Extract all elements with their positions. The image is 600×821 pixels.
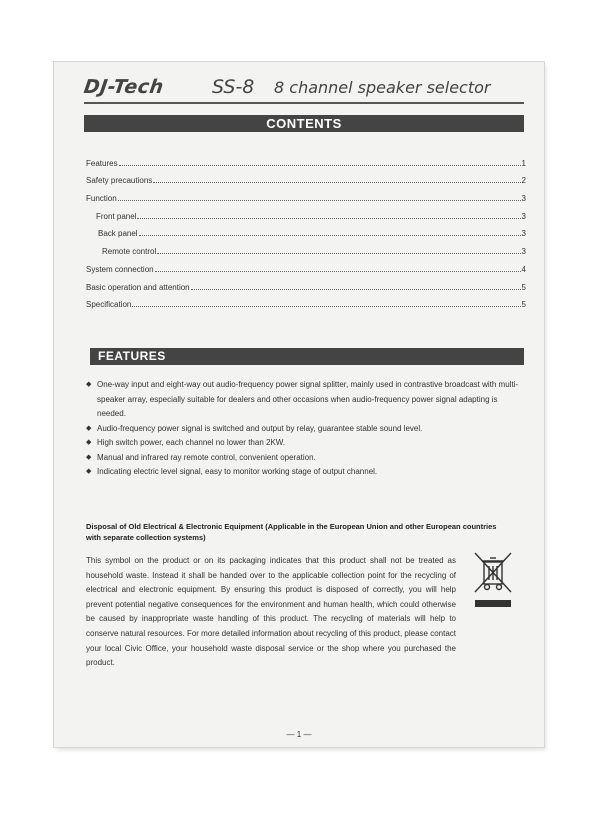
toc-entry bbox=[86, 150, 526, 168]
list-item bbox=[86, 422, 526, 437]
toc-entry bbox=[86, 203, 526, 221]
features-list bbox=[86, 378, 526, 480]
toc-entry-label: Features bbox=[86, 158, 118, 168]
toc-entry-page: 4 bbox=[521, 264, 526, 274]
diamond-bullet-icon: ◆ bbox=[86, 453, 92, 461]
page-header bbox=[84, 76, 524, 102]
toc-leader-dots bbox=[137, 217, 520, 219]
disposal-paragraph: This symbol on the product or on its packaging indicates that this product shall not be treated as household waste. Instead it shall be handed over to the applicable collection point for the recycling of electrical and electronic equipment. By ensuring this product is disposed of correctly, you will help prevent potential negative consequences for the environment and human health, which could otherwise be caused by inappropriate waste handling of this product. The recycling of materials will help to conserve natural resources. For more detailed information about recycling of this product, please contact your local Civic Office, your household waste disposal service or the shop where you purchased the product. bbox=[86, 556, 456, 668]
model-name: SS-8 bbox=[212, 76, 255, 98]
list-item bbox=[86, 436, 526, 451]
feature-text: High switch power, each channel no lower than 2KW. bbox=[97, 438, 286, 447]
list-item bbox=[86, 378, 526, 422]
disposal-body bbox=[86, 554, 526, 671]
toc-entry-page: 5 bbox=[521, 300, 526, 310]
list-item bbox=[86, 465, 526, 480]
diamond-bullet-icon: ◆ bbox=[86, 424, 92, 432]
toc-entry-page: 3 bbox=[521, 194, 526, 204]
toc-entry bbox=[86, 185, 526, 203]
toc-entry-page: 3 bbox=[521, 229, 526, 239]
toc-entry bbox=[86, 168, 526, 186]
toc-entry-page: 3 bbox=[521, 247, 526, 257]
toc-leader-dots bbox=[153, 181, 520, 183]
toc-leader-dots bbox=[157, 252, 520, 254]
toc-entry-page: 5 bbox=[521, 282, 526, 292]
toc-entry-page: 2 bbox=[521, 176, 526, 186]
diamond-bullet-icon: ◆ bbox=[86, 381, 92, 388]
toc-entry-label: System connection bbox=[86, 264, 154, 274]
toc-entry-label: Safety precautions bbox=[86, 176, 153, 186]
feature-text: Indicating electric level signal, easy to monitor working stage of output channel. bbox=[97, 467, 378, 476]
toc-entry bbox=[86, 238, 526, 256]
toc-entry-label: Specification bbox=[86, 300, 132, 310]
feature-text: Manual and infrared ray remote control, convenient operation. bbox=[97, 452, 316, 462]
toc-leader-dots bbox=[191, 288, 521, 290]
toc-entry-label: Front panel bbox=[96, 211, 137, 221]
product-subtitle: 8 channel speaker selector bbox=[274, 78, 491, 97]
table-of-contents bbox=[86, 150, 526, 309]
brand-logo: DJ-Tech bbox=[82, 76, 166, 98]
toc-entry-label: Function bbox=[86, 194, 117, 204]
features-heading: FEATURES bbox=[90, 348, 524, 365]
toc-entry bbox=[86, 256, 526, 274]
diamond-bullet-icon: ◆ bbox=[86, 439, 92, 446]
toc-entry bbox=[86, 221, 526, 239]
toc-entry bbox=[86, 292, 526, 310]
list-item bbox=[86, 451, 526, 466]
toc-entry-page: 1 bbox=[521, 158, 526, 168]
manual-page bbox=[54, 62, 544, 747]
page-number: — 1 — bbox=[286, 730, 312, 739]
toc-leader-dots bbox=[118, 199, 521, 201]
toc-entry-label: Remote control bbox=[102, 247, 157, 257]
disposal-heading: Disposal of Old Electrical & Electronic Equipment (Applicable in the European Union and other European countries with separate collection systems) bbox=[86, 522, 497, 542]
toc-entry bbox=[86, 274, 526, 292]
toc-entry-label: Basic operation and attention bbox=[86, 282, 190, 292]
diamond-bullet-icon: ◆ bbox=[86, 468, 92, 475]
toc-leader-dots bbox=[139, 234, 521, 236]
toc-entry-page: 3 bbox=[521, 211, 526, 221]
feature-text: Audio-frequency power signal is switched and output by relay, guarantee stable sound level. bbox=[97, 423, 423, 433]
toc-leader-dots bbox=[119, 164, 521, 166]
header-divider bbox=[84, 102, 524, 104]
toc-leader-dots bbox=[155, 270, 521, 272]
toc-entry-label: Back panel bbox=[98, 229, 138, 239]
feature-text: One-way input and eight-way out audio-frequency power signal splitter, mainly used in contrastive broadcast with multi-speaker array, especially suitable for dealers and other occasions when audio-frequency power signal adapting is needed. bbox=[97, 380, 519, 418]
contents-heading: CONTENTS bbox=[84, 115, 524, 132]
toc-leader-dots bbox=[132, 305, 520, 307]
